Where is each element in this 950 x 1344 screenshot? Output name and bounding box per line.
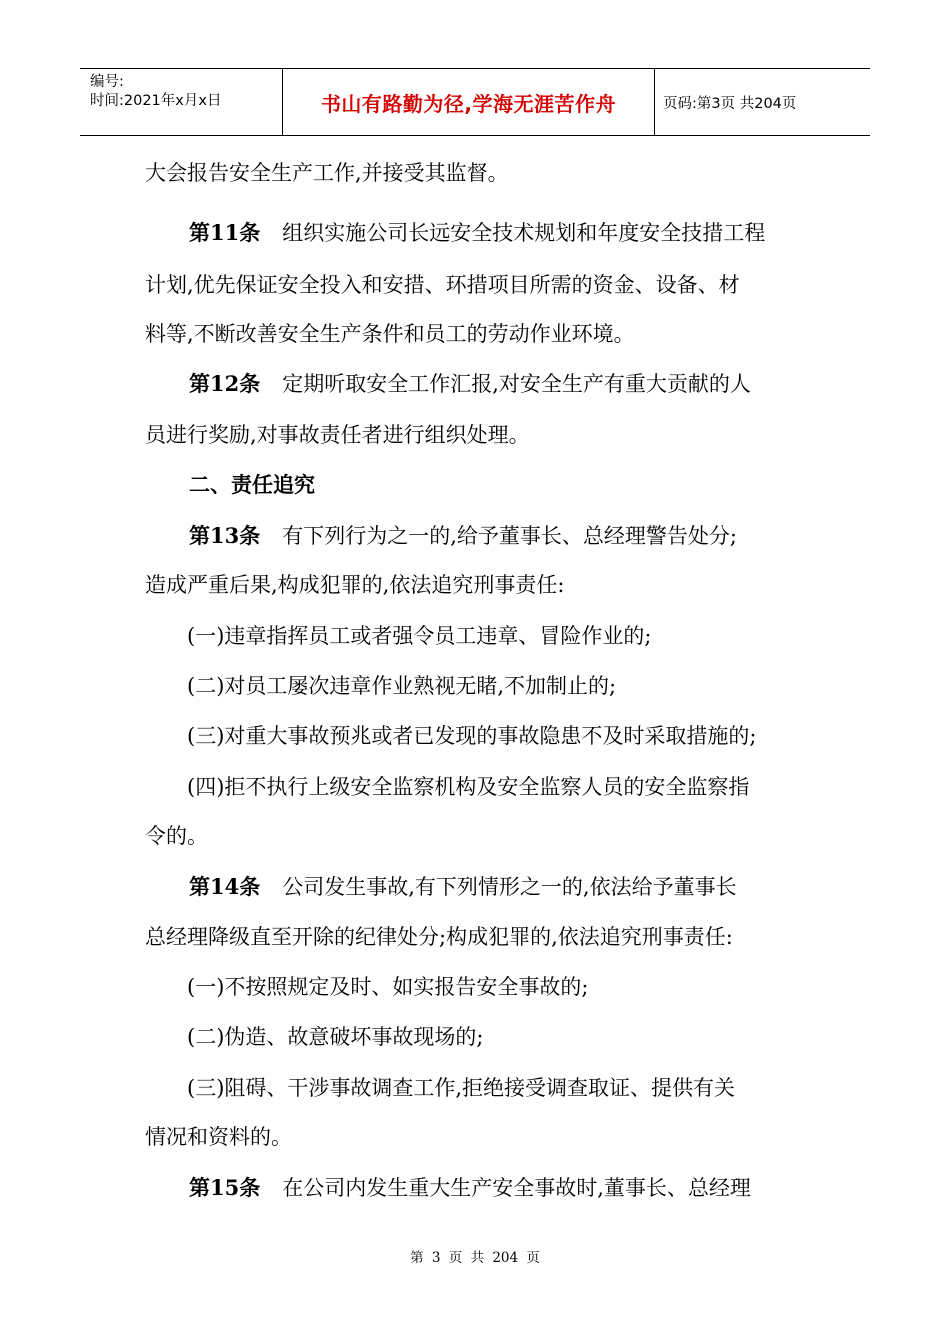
list-item: (一)不按照规定及时、如实报告安全事故的;	[187, 975, 589, 999]
text-line: 令的。	[145, 824, 208, 848]
article-12	[189, 369, 751, 399]
text-line: 计划,优先保证安全投入和安措、环措项目所需的资金、设备、材	[145, 273, 740, 297]
article-label: 第12条	[189, 371, 261, 396]
text-line: 组织实施公司长远安全技术规划和年度安全技措工程	[282, 221, 766, 245]
list-item: (一)违章指挥员工或者强令员工违章、冒险作业的;	[187, 624, 652, 648]
text-line: 在公司内发生重大生产安全事故时,董事长、总经理	[282, 1176, 751, 1200]
list-item: (三)阻碍、干涉事故调查工作,拒绝接受调查取证、提供有关	[187, 1076, 736, 1100]
list-item: (四)拒不执行上级安全监察机构及安全监察人员的安全监察指	[187, 775, 750, 799]
article-15	[189, 1173, 751, 1203]
header-meta	[80, 69, 283, 135]
list-item: (二)伪造、故意破坏事故现场的;	[187, 1025, 484, 1049]
text-line: 造成严重后果,构成犯罪的,依法追究刑事责任:	[145, 573, 565, 597]
doc-time-label: 时间:2021年x月x日	[90, 93, 222, 109]
header-page-info: 页码:第3页 共204页	[663, 95, 797, 112]
text-line: 员进行奖励,对事故责任者进行组织处理。	[145, 423, 530, 447]
page-footer: 第 3 页 共 204 页	[410, 1250, 540, 1266]
doc-number-label: 编号:	[90, 74, 124, 90]
list-item: (三)对重大事故预兆或者已发现的事故隐患不及时采取措施的;	[187, 724, 757, 748]
section-title: 二、责任追究	[189, 472, 315, 497]
text-line: 情况和资料的。	[145, 1125, 292, 1149]
text-line: 大会报告安全生产工作,并接受其监督。	[145, 161, 509, 185]
header-motto: 书山有路勤为径,学海无涯苦作舟	[283, 69, 655, 135]
article-11	[189, 218, 765, 248]
article-label: 第13条	[189, 523, 261, 548]
page-header	[80, 68, 870, 136]
text-line: 公司发生事故,有下列情形之一的,依法给予董事长	[282, 875, 737, 899]
text-line: 总经理降级直至开除的纪律处分;构成犯罪的,依法追究刑事责任:	[145, 925, 733, 949]
article-label: 第11条	[189, 220, 261, 245]
article-label: 第14条	[189, 874, 261, 899]
article-label: 第15条	[189, 1175, 261, 1200]
article-13	[189, 521, 737, 551]
text-line: 定期听取安全工作汇报,对安全生产有重大贡献的人	[282, 372, 751, 396]
article-14	[189, 872, 737, 902]
text-line: 料等,不断改善安全生产条件和员工的劳动作业环境。	[145, 322, 635, 346]
list-item: (二)对员工屡次违章作业熟视无睹,不加制止的;	[187, 674, 617, 698]
text-line: 有下列行为之一的,给予董事长、总经理警告处分;	[282, 524, 737, 548]
